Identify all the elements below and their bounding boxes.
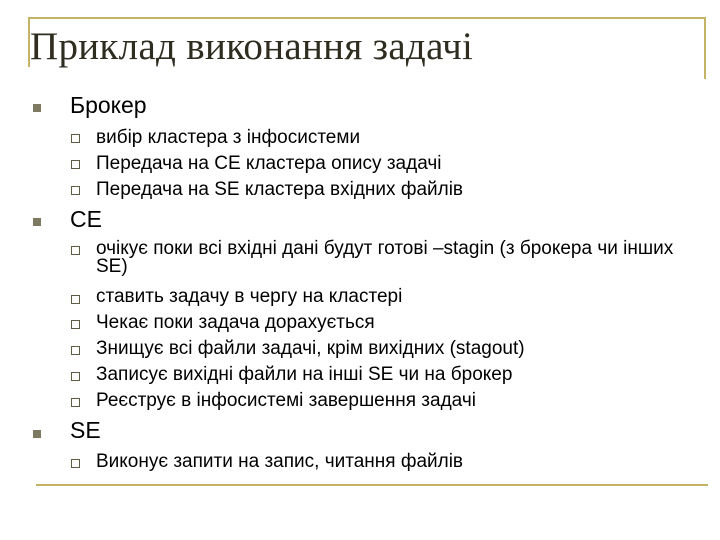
list-item: Реєструє в інфосистемі завершення задачі xyxy=(96,390,476,411)
section-label-ce: CE xyxy=(70,206,102,232)
slide-title: Приклад виконання задачі xyxy=(30,25,474,68)
hollow-square-bullet-icon xyxy=(71,459,80,468)
list-item: очікує поки всі вхідні дані будут готові –stagin (з брокера чи інших SE) xyxy=(96,238,674,277)
list-item: Знищує всі файли задачі, крім вихідних (stagout) xyxy=(96,338,525,359)
top-rule xyxy=(28,17,706,19)
section-label-se: SE xyxy=(70,417,101,443)
list-item: Передача на SE кластера вхідних файлів xyxy=(96,179,464,200)
list-item: Чекає поки задача дорахується xyxy=(96,312,375,333)
list-item: Записує вихідні файли на інші SE чи на брокер xyxy=(96,364,513,385)
hollow-square-bullet-icon xyxy=(71,295,80,304)
hollow-square-bullet-icon xyxy=(71,186,80,195)
hollow-square-bullet-icon xyxy=(71,372,80,381)
hollow-square-bullet-icon xyxy=(71,320,80,329)
list-item: ставить задачу в чергу на кластері xyxy=(96,286,403,307)
hollow-square-bullet-icon xyxy=(71,346,80,355)
hollow-square-bullet-icon xyxy=(71,160,80,169)
square-bullet-icon xyxy=(33,104,41,112)
hollow-square-bullet-icon xyxy=(71,398,80,407)
section-label-broker: Брокер xyxy=(70,92,147,118)
hollow-square-bullet-icon xyxy=(71,134,80,143)
list-item: Передача на CE кластера опису задачі xyxy=(96,153,442,174)
square-bullet-icon xyxy=(33,218,41,226)
square-bullet-icon xyxy=(33,430,41,438)
right-rule xyxy=(704,17,706,79)
list-item: вибір кластера з інфосистеми xyxy=(96,127,361,148)
bottom-rule xyxy=(36,484,708,486)
hollow-square-bullet-icon xyxy=(71,246,80,255)
list-item: Виконує запити на запис, читання файлів xyxy=(96,451,464,472)
